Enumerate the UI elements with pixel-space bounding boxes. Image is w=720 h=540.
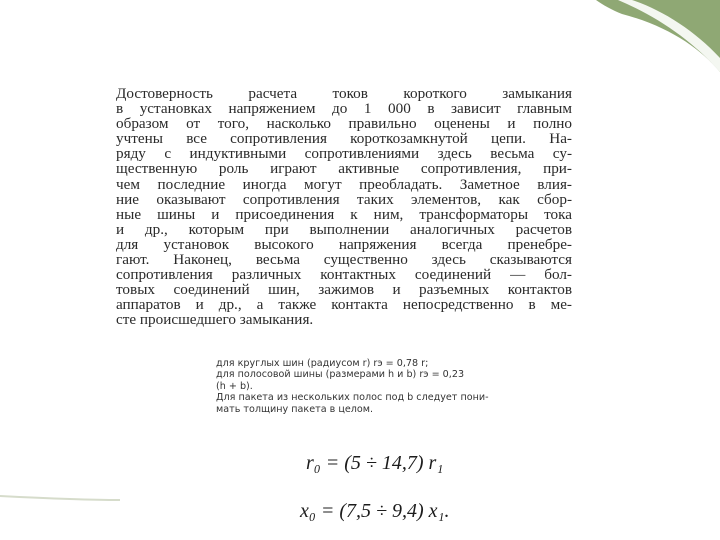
paragraph-line: Достоверность расчета токов короткого замыкания: [116, 85, 572, 102]
paragraph-line: образом от того, насколько правильно оценены и полно: [116, 115, 572, 133]
paragraph-line: ряду с индуктивными сопротивлениями здесь весьма су-: [116, 145, 572, 163]
note-line: мать толщину пакета в целом.: [216, 403, 374, 415]
formula-r0: r₀ = (5 ÷ 14,7) r₁: [306, 452, 444, 474]
paragraph-line: учтены все сопротивления короткозамкнутой цепи. На-: [116, 130, 572, 148]
paragraph-line: ние оказывают сопротивления таких элементов, как сбор-: [116, 190, 572, 208]
note-line: Для пакета из нескольких полос под b следует пони-: [216, 392, 489, 404]
notes-block: [216, 358, 524, 415]
formula-x0: x₀ = (7,5 ÷ 9,4) x₁.: [300, 500, 450, 522]
note-line: для круглых шин (радиусом r) rэ = 0,78 r;: [216, 358, 429, 369]
paragraph-line: в установках напряжением до 1 000 в зависит главным: [116, 100, 572, 118]
paragraph-line: ные шины и присоединения к ним, трансформаторы тока: [116, 205, 572, 223]
paragraph-line: товых соединений шин, зажимов и разъемных контактов: [116, 281, 572, 299]
paragraph-line: и др., которым при выполнении аналогичных расчетов: [116, 220, 572, 238]
paragraph-line: для установок высокого напряжения всегда пренебре-: [116, 235, 572, 253]
paragraph-line: сопротивления различных контактных соединений — бол-: [116, 266, 572, 284]
paragraph-line: щественную роль играют активные сопротивления, при-: [116, 160, 572, 178]
note-line: для полосовой шины (размерами h и b) rэ = 0,23: [216, 369, 465, 381]
note-line: (h + b).: [216, 380, 253, 392]
paragraph: [116, 86, 572, 328]
paragraph-line: чем последние иногда могут преобладать. Заметное влия-: [116, 175, 572, 193]
paragraph-line: сте происшедшего замыкания.: [116, 311, 314, 329]
paragraph-line: аппаратов и др., а также контакта непосредственно в ме-: [116, 296, 572, 314]
paragraph-line: гают. Наконец, весьма существенно здесь сказываются: [116, 251, 572, 269]
